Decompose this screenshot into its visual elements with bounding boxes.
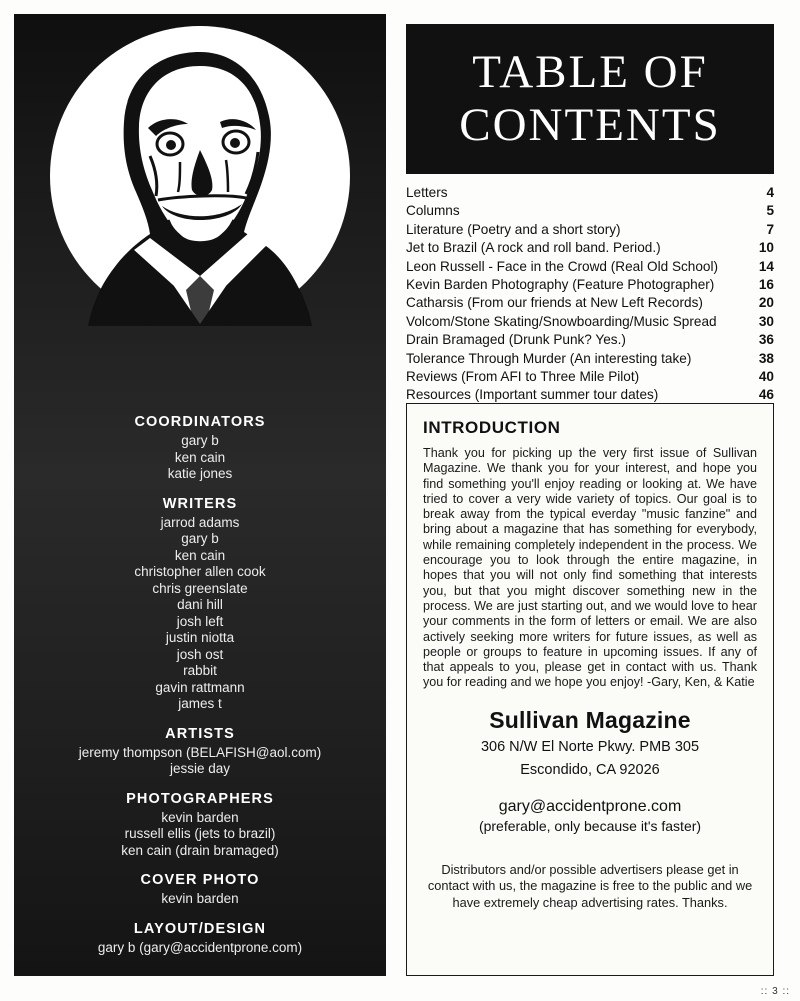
- toc-entry-page: 36: [758, 332, 774, 348]
- toc-entry[interactable]: [406, 368, 774, 386]
- credit-name: gary b: [181, 531, 219, 546]
- credit-name: ken cain: [174, 547, 226, 563]
- toc-entry-title: Letters: [406, 185, 448, 200]
- credits-list: [14, 414, 386, 969]
- toc-entry-page: 46: [758, 387, 774, 403]
- toc-entry-page: 30: [758, 313, 774, 329]
- left-credits-panel: [14, 14, 386, 976]
- contact-email-note: (preferable, only because it's faster): [478, 817, 702, 834]
- toc-entry-page: 7: [766, 221, 774, 237]
- toc-entry[interactable]: [406, 313, 774, 331]
- magazine-name: Sullivan Magazine: [489, 706, 691, 733]
- address-line-2: Escondido, CA 92026: [520, 761, 660, 778]
- toc-entry-page: 20: [758, 295, 774, 311]
- nixon-caricature-illustration: [30, 24, 370, 369]
- distributors-notice: Distributors and/or possible advertisers please get in contact with us, the magazine is free to the public and we have extremely cheap advertising rates. Thanks.: [427, 861, 753, 910]
- credit-heading: ARTISTS: [165, 725, 235, 742]
- right-content-panel: [398, 14, 786, 976]
- credit-heading: COVER PHOTO: [140, 872, 260, 888]
- credit-name: jessie day: [169, 761, 231, 776]
- caricature-drawing: [30, 24, 370, 369]
- toc-entry-title: Columns: [406, 203, 460, 219]
- contact-email[interactable]: gary@accidentprone.com: [498, 797, 682, 815]
- credit-name: gary b (gary@accidentprone.com): [97, 939, 303, 955]
- table-of-contents-banner: [406, 24, 774, 174]
- credit-name: jarrod adams: [160, 514, 240, 530]
- credit-block-artists: [14, 726, 386, 778]
- toc-entry[interactable]: [406, 276, 774, 294]
- credit-block-cover-photo: [14, 872, 386, 908]
- credit-name: gary b: [181, 433, 219, 448]
- credit-heading: PHOTOGRAPHERS: [126, 790, 274, 807]
- credit-name: ken cain: [174, 449, 226, 465]
- toc-entry-title: Leon Russell - Face in the Crowd (Real Old School): [406, 258, 719, 274]
- credit-name: kevin barden: [161, 809, 239, 825]
- credit-name: josh left: [176, 613, 224, 629]
- toc-entry[interactable]: [406, 350, 774, 368]
- introduction-box: [406, 403, 774, 976]
- credit-name: jeremy thompson (BELAFISH@aol.com): [78, 744, 322, 760]
- toc-entry[interactable]: [406, 184, 774, 202]
- toc-entry-title: Literature (Poetry and a short story): [406, 221, 621, 237]
- address-line-1: 306 N/W El Norte Pkwy. PMB 305: [480, 738, 700, 755]
- toc-entry-title: Volcom/Stone Skating/Snowboarding/Music Spread: [406, 313, 717, 329]
- banner-line-1: TABLE OF: [472, 46, 708, 98]
- credit-block-coordinators: [14, 414, 386, 483]
- toc-entry-title: Tolerance Through Murder (An interesting take): [406, 350, 692, 366]
- toc-entry[interactable]: [406, 294, 774, 312]
- toc-entry-title: Jet to Brazil (A rock and roll band. Period.): [406, 240, 661, 256]
- credit-block-layout-design: [14, 921, 386, 957]
- toc-entry-page: 5: [766, 203, 774, 219]
- credit-name: katie jones: [167, 466, 233, 481]
- toc-entry-page: 14: [758, 258, 774, 274]
- table-of-contents-list: [406, 184, 774, 405]
- credit-heading: WRITERS: [162, 495, 238, 512]
- credit-name: chris greenslate: [152, 580, 248, 596]
- credit-name: justin niotta: [165, 630, 235, 645]
- toc-entry-title: Catharsis (From our friends at New Left Records): [406, 295, 703, 311]
- toc-entry-page: 4: [766, 185, 774, 200]
- banner-line-2: CONTENTS: [459, 99, 721, 151]
- credit-name: james t: [178, 696, 222, 711]
- toc-entry-page: 38: [758, 350, 774, 366]
- toc-entry-title: Reviews (From AFI to Three Mile Pilot): [406, 369, 640, 385]
- toc-entry[interactable]: [406, 221, 774, 239]
- toc-entry-title: Resources (Important summer tour dates): [406, 387, 659, 403]
- credit-name: gavin rattmann: [155, 679, 245, 695]
- credit-name: russell ellis (jets to brazil): [124, 826, 276, 841]
- credit-heading: LAYOUT/DESIGN: [133, 920, 267, 937]
- toc-entry[interactable]: [406, 258, 774, 276]
- credit-heading: COORDINATORS: [134, 414, 266, 430]
- credit-name: kevin barden: [161, 891, 239, 906]
- toc-entry[interactable]: [406, 202, 774, 220]
- credit-name: dani hill: [177, 597, 223, 612]
- toc-entry-page: 16: [758, 277, 774, 293]
- toc-entry-title: Kevin Barden Photography (Feature Photographer): [406, 277, 715, 293]
- toc-entry[interactable]: [406, 331, 774, 349]
- toc-entry-page: 10: [758, 240, 774, 256]
- credit-name: ken cain (drain bramaged): [121, 842, 279, 858]
- credit-block-writers: [14, 496, 386, 713]
- credit-block-photographers: [14, 791, 386, 860]
- introduction-heading: INTRODUCTION: [423, 418, 561, 437]
- page-folio: :: 3 ::: [760, 986, 790, 997]
- credit-name: josh ost: [176, 646, 224, 662]
- toc-entry-page: 40: [758, 369, 774, 385]
- credit-name: christopher allen cook: [134, 564, 266, 579]
- toc-entry[interactable]: [406, 239, 774, 257]
- toc-entry-title: Drain Bramaged (Drunk Punk? Yes.): [406, 332, 626, 348]
- introduction-body-text: Thank you for picking up the very first issue of Sullivan Magazine. We thank you for your interest, and hope you find something you'll enjoy reading or looking at. We have tried to cover a very wide variety of topics. Our goal is to break away from the typical everday "music fanzine" and bring about a magazine that has something for everybody, while remaining completely independent in the process. We encourage you to look through the entire magazine, in hopes that you will not only find something that interests you, but that you might discover something new in the process. We are just starting out, and we would love to hear your comments in the form of letters or email. We are also actively seeking more writers for future issues, as well as people or groups to feature in upcoming issues. If any of that appeals to you, please get in contact with us. Thank you for reading and we hope you enjoy! -Gary, Ken, & Katie: [423, 446, 757, 690]
- credit-name: rabbit: [183, 663, 217, 678]
